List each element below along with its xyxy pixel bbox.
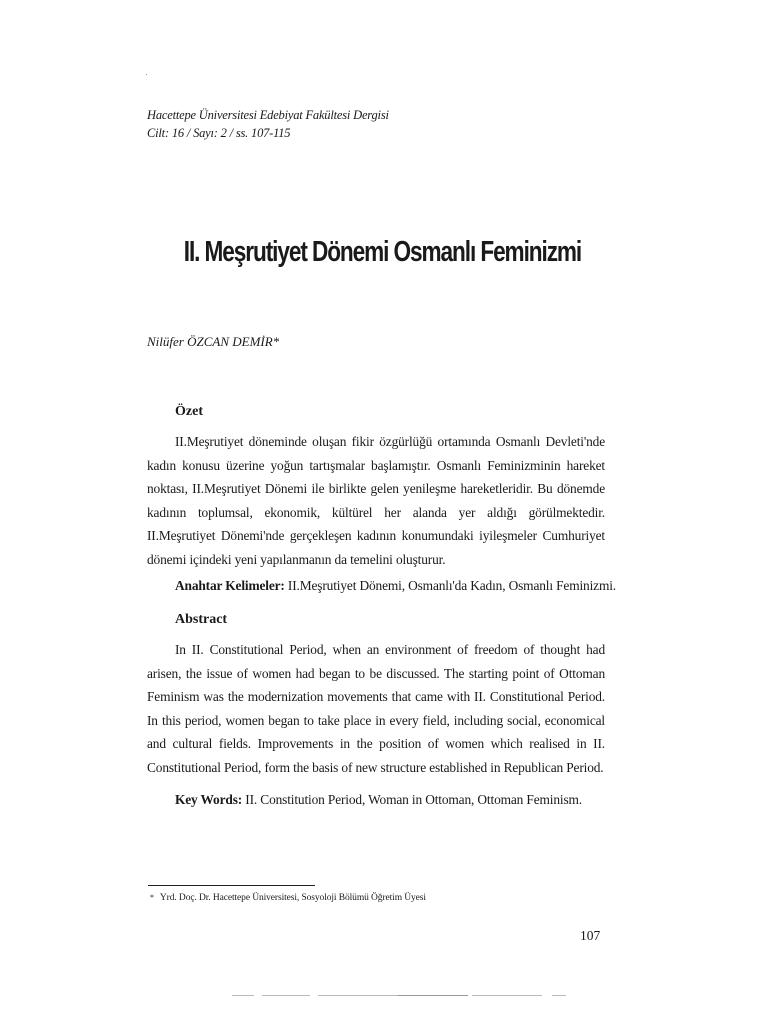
anahtar-kelimeler-line — [175, 578, 616, 594]
key-words-line — [175, 792, 582, 808]
footnote-text: Yrd. Doç. Dr. Hacettepe Üniversitesi, Sosyoloji Bölümü Öğretim Üyesi — [159, 893, 426, 903]
scan-artifact-line — [552, 995, 566, 996]
journal-header — [147, 106, 389, 142]
key-words-label: Key Words: — [175, 792, 243, 807]
scan-artifact-line — [318, 995, 398, 996]
footnote-marker: * — [150, 893, 154, 902]
anahtar-kelimeler-label: Anahtar Kelimeler: — [175, 578, 285, 593]
anahtar-kelimeler-value: II.Meşrutiyet Dönemi, Osmanlı'da Kadın, Osmanlı Feminizmi. — [284, 578, 616, 593]
footnote — [150, 893, 426, 903]
ozet-paragraph: II.Meşrutiyet döneminde oluşan fikir özgürlüğü ortamında Osmanlı Devleti'nde kadın konusu üzerine yoğun tartışmalar başlamıştır. Osmanlı Feminizminin hareket noktası, II.Meşrutiyet Dönemi ile birlikte gelen yenileşme hareketleridir. Bu dönemde kadının toplumsal, ekonomik, kültürel her alanda yer aldığı görülmektedir. II.Meşrutiyet Dönemi'nde gerçekleşen kadının konumundaki iyileşmeler Cumhuriyet dönemi içindeki yeni yapılanmanın da temelini oluşturur. — [147, 434, 605, 567]
footnote-rule — [148, 885, 315, 886]
ozet-heading: Özet — [175, 404, 203, 419]
journal-name: Hacettepe Üniversitesi Edebiyat Fakültesi Dergisi — [147, 108, 389, 122]
article-title: II. Meşrutiyet Dönemi Osmanlı Feminizmi — [183, 236, 582, 268]
scan-artifact-line — [398, 995, 468, 996]
scan-artifact-line — [472, 995, 542, 996]
scan-artifact-line — [232, 995, 254, 996]
journal-volume-info: Cilt: 16 / Sayı: 2 / ss. 107-115 — [147, 126, 291, 140]
abstract-paragraph: In II. Constitutional Period, when an environment of freedom of thought had arisen, the issue of women had began to be discussed. The starting point of Ottoman Feminism was the modernization movements that came with II. Constitutional Period. In this period, women began to take place in every field, including social, economical and cultural fields. Improvements in the position of women which realised in II. Constitutional Period, form the basis of new structure established in Republican Period. — [147, 642, 605, 775]
scan-artifact-line — [262, 995, 310, 996]
page-number: 107 — [580, 928, 601, 943]
abstract-heading: Abstract — [175, 612, 228, 627]
scan-speck — [146, 74, 147, 75]
key-words-value: II. Constitution Period, Woman in Ottoman, Ottoman Feminism. — [242, 792, 582, 807]
author-name: Nilüfer ÖZCAN DEMİR* — [147, 334, 280, 349]
